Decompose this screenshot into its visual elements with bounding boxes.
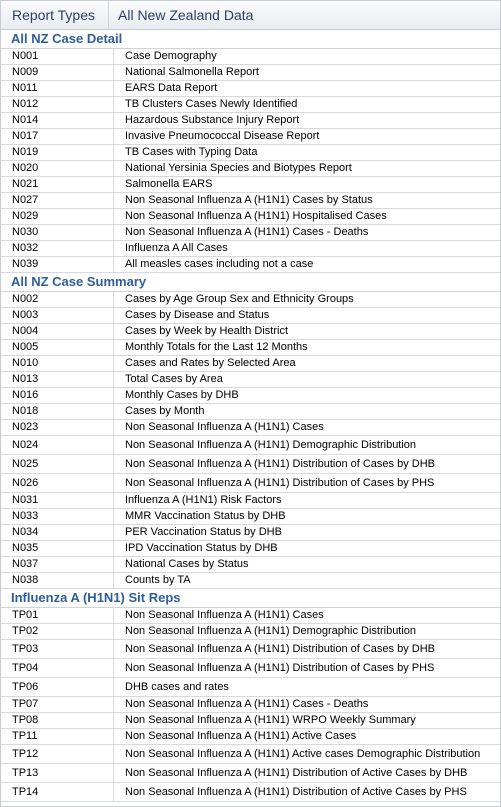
report-row[interactable]	[1, 65, 500, 81]
report-name-link[interactable]: TB Cases with Typing Data	[125, 146, 258, 158]
report-row[interactable]	[1, 509, 500, 525]
report-code: N029	[1, 209, 114, 224]
report-code: N002	[1, 292, 114, 307]
report-name-link[interactable]: Cases by Week by Health District	[125, 325, 289, 337]
report-row[interactable]	[1, 177, 500, 193]
report-row[interactable]	[1, 257, 500, 273]
report-row[interactable]	[1, 640, 500, 659]
report-code: TP04	[1, 659, 114, 677]
report-code: TP01	[1, 608, 114, 623]
report-code: TP08	[1, 713, 114, 728]
report-name-link[interactable]: PER Vaccination Status by DHB	[125, 526, 282, 538]
report-name-link[interactable]: Non Seasonal Influenza A (H1N1) Distribution of Cases by PHS	[125, 476, 435, 489]
report-name-link[interactable]: Cases by Month	[125, 405, 205, 417]
report-name-link[interactable]: Counts by TA	[125, 574, 191, 586]
report-name-link[interactable]: Non Seasonal Influenza A (H1N1) Demographic Distribution	[125, 438, 417, 451]
report-row[interactable]	[1, 97, 500, 113]
report-code: N020	[1, 161, 114, 176]
report-name-link[interactable]: Influenza A All Cases	[125, 242, 228, 254]
report-name-link[interactable]: Non Seasonal Influenza A (H1N1) Distribution of Active Cases by PHS	[125, 785, 467, 798]
report-code: N037	[1, 557, 114, 572]
report-row[interactable]	[1, 193, 500, 209]
report-name-link[interactable]: National Salmonella Report	[125, 66, 259, 78]
report-name-link[interactable]: Case Demography	[125, 50, 217, 62]
report-name-link[interactable]: Cases by Age Group Sex and Ethnicity Groups	[125, 293, 354, 305]
report-name-link[interactable]: Non Seasonal Influenza A (H1N1) Distribution of Cases by DHB	[125, 457, 435, 470]
report-row[interactable]	[1, 573, 500, 589]
report-row[interactable]	[1, 420, 500, 436]
report-name-link[interactable]: Non Seasonal Influenza A (H1N1) Active Cases	[125, 730, 357, 742]
report-row[interactable]	[1, 209, 500, 225]
report-code: TP11	[1, 729, 114, 744]
report-code: N033	[1, 509, 114, 524]
report-row[interactable]	[1, 713, 500, 729]
report-name-link[interactable]: Influenza A (H1N1) Risk Factors	[125, 494, 282, 506]
report-name-link[interactable]: Non Seasonal Influenza A (H1N1) Distribution of Cases by DHB	[125, 642, 435, 655]
report-code: N011	[1, 81, 114, 96]
report-name-link[interactable]: Invasive Pneumococcal Disease Report	[125, 130, 320, 142]
report-row[interactable]	[1, 49, 500, 65]
report-row[interactable]	[1, 129, 500, 145]
report-row[interactable]	[1, 659, 500, 678]
report-name-link[interactable]: National Cases by Status	[125, 558, 249, 570]
report-code: N038	[1, 573, 114, 588]
report-name-link[interactable]: Hazardous Substance Injury Report	[125, 114, 300, 126]
report-name-link[interactable]: Salmonella EARS	[125, 178, 213, 190]
report-name-link[interactable]: Total Cases by Area	[125, 373, 223, 385]
report-name-link[interactable]: DHB cases and rates	[125, 680, 229, 693]
report-name-link[interactable]: National Yersinia Species and Biotypes Report	[125, 162, 352, 174]
report-name-link[interactable]: Non Seasonal Influenza A (H1N1) Demographic Distribution	[125, 625, 417, 637]
report-code: N001	[1, 49, 114, 64]
report-code: N023	[1, 420, 114, 435]
report-row[interactable]	[1, 404, 500, 420]
report-row[interactable]	[1, 340, 500, 356]
report-code: N010	[1, 356, 114, 371]
report-code: N014	[1, 113, 114, 128]
report-row[interactable]	[1, 113, 500, 129]
report-row[interactable]	[1, 388, 500, 404]
report-code: N009	[1, 65, 114, 80]
report-code: TP02	[1, 624, 114, 639]
report-code: N021	[1, 177, 114, 192]
report-row[interactable]	[1, 678, 500, 697]
report-name-link[interactable]: Non Seasonal Influenza A (H1N1) Cases - Deaths	[125, 698, 369, 710]
report-row[interactable]	[1, 697, 500, 713]
report-code: TP14	[1, 783, 114, 801]
report-name-link[interactable]: Non Seasonal Influenza A (H1N1) Cases	[125, 609, 324, 621]
report-code: TP03	[1, 640, 114, 658]
report-row[interactable]	[1, 241, 500, 257]
report-name-link[interactable]: MMR Vaccination Status by DHB	[125, 510, 286, 522]
report-code: N039	[1, 257, 114, 272]
table-body	[1, 30, 500, 802]
report-code: TP07	[1, 697, 114, 712]
report-code: N024	[1, 436, 114, 454]
report-name-link[interactable]: IPD Vaccination Status by DHB	[125, 542, 278, 554]
report-row[interactable]	[1, 161, 500, 177]
report-row[interactable]	[1, 324, 500, 340]
report-row[interactable]	[1, 372, 500, 388]
report-code: N017	[1, 129, 114, 144]
report-code: N027	[1, 193, 114, 208]
report-row[interactable]	[1, 455, 500, 474]
report-code: N003	[1, 308, 114, 323]
report-name-link[interactable]: Non Seasonal Influenza A (H1N1) Hospitalised Cases	[125, 210, 387, 222]
report-name-link[interactable]: Non Seasonal Influenza A (H1N1) Distribution of Active Cases by DHB	[125, 766, 468, 779]
report-row[interactable]	[1, 608, 500, 624]
report-code: N018	[1, 404, 114, 419]
report-row[interactable]	[1, 356, 500, 372]
report-code: N025	[1, 455, 114, 473]
report-row[interactable]	[1, 764, 500, 783]
section-title: All NZ Case Detail	[1, 30, 500, 49]
report-code: N035	[1, 541, 114, 556]
report-name-link[interactable]: Cases and Rates by Selected Area	[125, 357, 296, 369]
report-name-link[interactable]: Non Seasonal Influenza A (H1N1) WRPO Weekly Summary	[125, 714, 416, 726]
report-name-link[interactable]: Non Seasonal Influenza A (H1N1) Active cases Demographic Distribution	[125, 747, 481, 760]
report-name-link[interactable]: Non Seasonal Influenza A (H1N1) Cases - Deaths	[125, 226, 369, 238]
report-code: N019	[1, 145, 114, 160]
report-row[interactable]	[1, 624, 500, 640]
report-row[interactable]	[1, 436, 500, 455]
report-row[interactable]	[1, 474, 500, 493]
header-all-nz-data: All New Zealand Data	[118, 7, 254, 23]
report-code: N016	[1, 388, 114, 403]
report-name-link[interactable]: All measles cases including not a case	[125, 258, 314, 270]
report-code: TP12	[1, 745, 114, 763]
report-row[interactable]	[1, 525, 500, 541]
report-row[interactable]	[1, 145, 500, 161]
report-name-link[interactable]: Non Seasonal Influenza A (H1N1) Cases	[125, 421, 324, 433]
report-name-link[interactable]: Monthly Cases by DHB	[125, 389, 239, 401]
report-code: TP06	[1, 678, 114, 696]
report-name-link[interactable]: Cases by Disease and Status	[125, 309, 270, 321]
section-title: All NZ Case Summary	[1, 273, 500, 292]
report-code: N030	[1, 225, 114, 240]
report-row[interactable]	[1, 81, 500, 97]
report-name-link[interactable]: Monthly Totals for the Last 12 Months	[125, 341, 308, 353]
report-code: N013	[1, 372, 114, 387]
report-row[interactable]	[1, 541, 500, 557]
report-code: N012	[1, 97, 114, 112]
report-row[interactable]	[1, 745, 500, 764]
report-code: N032	[1, 241, 114, 256]
report-name-link[interactable]: Non Seasonal Influenza A (H1N1) Distribution of Cases by PHS	[125, 661, 435, 674]
header-report-types: Report Types	[1, 1, 109, 29]
report-row[interactable]	[1, 308, 500, 324]
report-code: N034	[1, 525, 114, 540]
report-row[interactable]	[1, 225, 500, 241]
report-row[interactable]	[1, 292, 500, 308]
report-name-link[interactable]: TB Clusters Cases Newly Identified	[125, 98, 298, 110]
report-name-link[interactable]: EARS Data Report	[125, 82, 218, 94]
table-header	[1, 1, 500, 30]
report-row[interactable]	[1, 557, 500, 573]
report-code: N026	[1, 474, 114, 492]
report-name-link[interactable]: Non Seasonal Influenza A (H1N1) Cases by Status	[125, 194, 373, 206]
report-row[interactable]	[1, 493, 500, 509]
report-row[interactable]	[1, 783, 500, 802]
report-code: N004	[1, 324, 114, 339]
report-code: N031	[1, 493, 114, 508]
section-title: Influenza A (H1N1) Sit Reps	[1, 589, 500, 608]
report-code: TP13	[1, 764, 114, 782]
report-row[interactable]	[1, 729, 500, 745]
report-code: N005	[1, 340, 114, 355]
